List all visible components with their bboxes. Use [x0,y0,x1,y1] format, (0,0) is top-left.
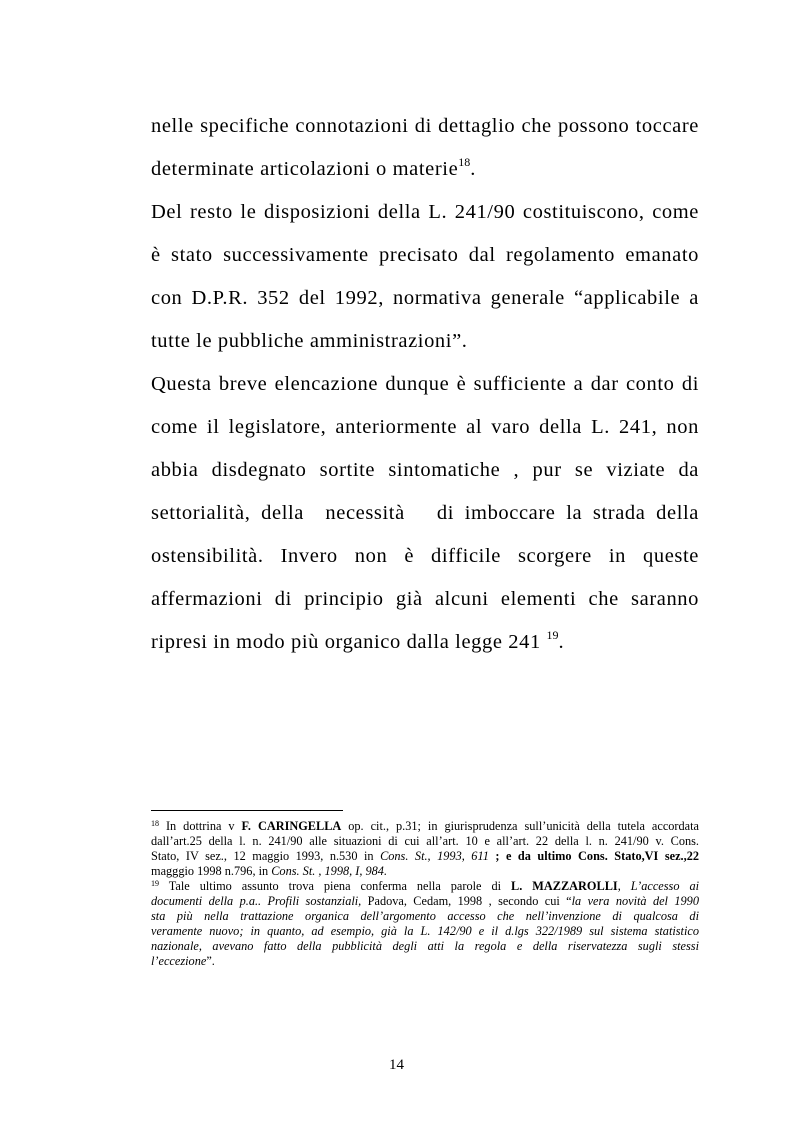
page-number: 14 [389,1057,404,1073]
footnote-line: sta più nella trattazione organica dell’argomento accesso che nell’invenzione di qualcosa di [151,909,699,923]
body-line: determinate articolazioni o materie$^{18}$. [151,155,477,180]
footnote-line: Stato, IV sez., 12 maggio 1993, n.530 in Cons. St., 1993, 611 ; e da ultimo Cons. Stato,VI sez.,22 [151,849,699,863]
body-line: Del resto le disposizioni della L. 241/90 costituiscono, come [151,201,699,223]
body-line: con D.P.R. 352 del 1992, normativa generale “applicabile a [151,287,699,309]
body-line: ripresi in modo più organico dalla legge 241 $^{19}$. [151,628,565,653]
body-line: affermazioni di principio già alcuni elementi che saranno [151,588,699,610]
footnote-line: nazionale, avevano fatto della pubblicità degli atti la regola e della riservatezza sugli stessi [151,939,699,953]
body-line: ostensibilità. Invero non è difficile scorgere in queste [151,545,699,567]
footnote-line: $^{19}$ Tale ultimo assunto trova piena conferma nella parole di L. MAZZAROLLI, L’accesso ai [151,879,700,893]
body-line: come il legislatore, anteriormente al varo della L. 241, non [151,416,699,438]
body-line: settorialità, della necessità di imboccare la strada della [151,502,699,524]
footnote-line: dall’art.25 della l. n. 241/90 alle situazioni di cui all’art. 10 e all’art. 22 della l. n. 241/90 v. Cons. [151,834,699,848]
footnote-separator [151,810,343,811]
footnote-line: $^{18}$ In dottrina v F. CARINGELLA op. cit., p.31; in giurisprudenza sull’unicità della tutela accordata [151,819,700,833]
body-line: è stato successivamente precisato dal regolamento emanato [151,244,699,266]
footnote-line: documenti della p.a.. Profili sostanziali, Padova, Cedam, 1998 , secondo cui “la vera novità del 1990 [151,894,699,908]
body-line: abbia disdegnato sortite sintomatiche , pur se viziate da [151,459,699,481]
footnote-line: veramente nuovo; in quanto, ad esempio, già la L. 142/90 e il d.lgs 322/1989 sul sistema statistico [151,924,699,938]
body-line: nelle specifiche connotazioni di dettaglio che possono toccare [151,115,699,137]
body-line: tutte le pubbliche amministrazioni”. [151,330,468,352]
footnote-ref-18[interactable]: 18 [458,155,471,169]
footnote-line: magggio 1998 n.796, in Cons. St. , 1998, I, 984. [151,864,388,878]
footnote-line: l’eccezione”. [151,954,215,968]
footnote-ref-19[interactable]: 19 [546,628,559,642]
body-line: Questa breve elencazione dunque è sufficiente a dar conto di [151,373,699,395]
